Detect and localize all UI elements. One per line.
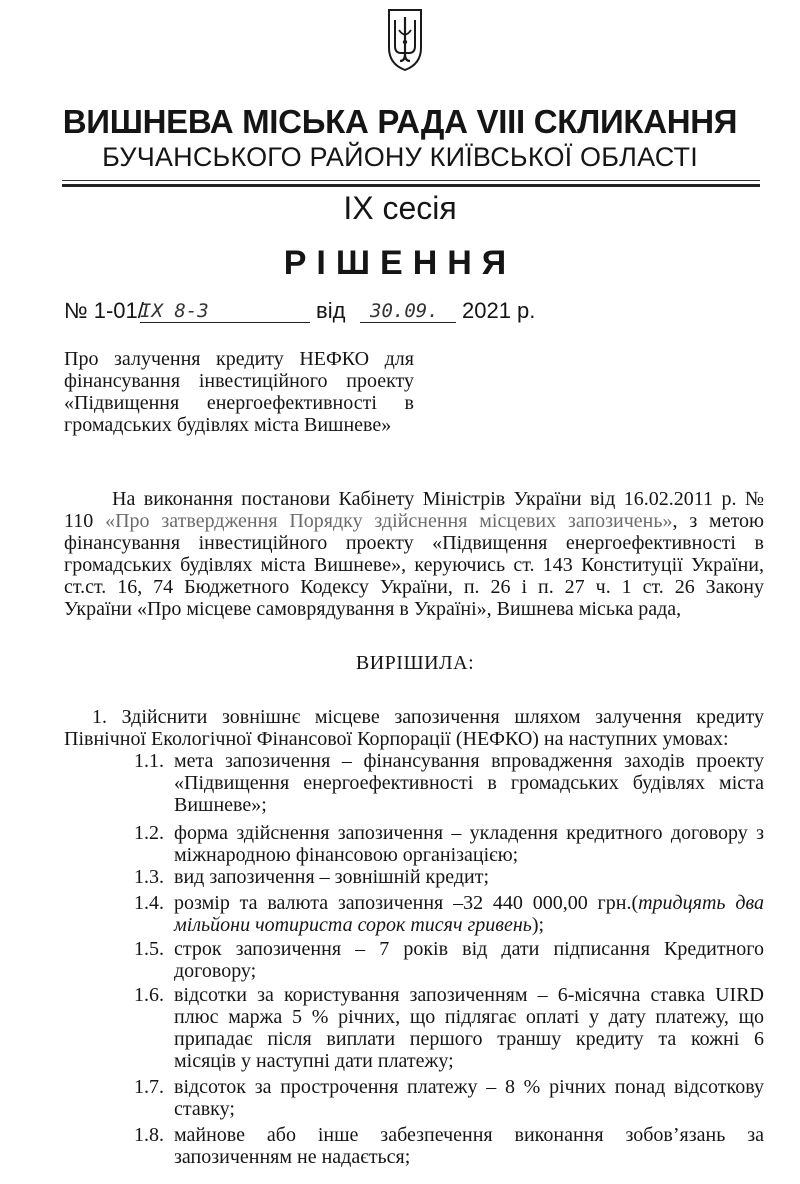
decision-title: РІШЕННЯ <box>283 244 517 282</box>
date-underline <box>360 322 456 323</box>
from-label: від <box>316 298 346 323</box>
subclause-1-8 <box>134 1124 764 1168</box>
subclause-line-end: ); <box>531 914 545 936</box>
subclause-line: відсотки за користування запозиченням – 6-місячна ставка UIRD <box>174 984 764 1006</box>
subclause-1-1 <box>134 750 764 816</box>
preamble-line: На виконання постанови Кабінету Міністрів України від 16.02.2011 р. № <box>112 488 764 510</box>
council-name: ВИШНЕВА МІСЬКА РАДА VIII СКЛИКАННЯ <box>62 103 738 140</box>
session-title: IX сесія <box>343 190 457 226</box>
preamble-line: фінансування інвестиційного проекту «Підвищення енергоефективності в <box>64 532 764 554</box>
subclause-line <box>174 892 764 914</box>
subclause-1-4 <box>134 892 764 936</box>
subclause-number: 1.1. <box>134 750 164 772</box>
subclause-number: 1.4. <box>134 892 164 914</box>
subclause-number: 1.7. <box>134 1076 164 1098</box>
subclause-line: строк запозичення – 7 років від дати підписання Кредитного <box>174 938 764 960</box>
header-divider-thin <box>62 180 760 181</box>
subclause-line: місяців у наступні дати платежу; <box>174 1050 454 1072</box>
preamble-line: громадських будівлях міста Вишневе», керуючись ст. 143 Конституції України, <box>64 554 764 576</box>
preamble-line: України «Про місцеве самоврядування в Україні», Вишнева міська рада, <box>64 598 682 620</box>
subclause-line: припадає після виплати першого траншу кредиту та кожні 6 <box>174 1028 764 1050</box>
subclause-line: форма здійснення запозичення – укладення кредитного договору з <box>174 822 764 844</box>
subclause-number: 1.8. <box>134 1124 164 1146</box>
clause-line: 1. Здійснити зовнішнє місцеве запозичення шляхом залучення кредиту <box>92 706 764 728</box>
handwritten-number: IX 8-3 <box>140 300 209 322</box>
subclause-line: майнове або інше забезпечення виконання зобов’язань за <box>174 1124 764 1146</box>
subclause-1-6 <box>134 984 764 1072</box>
subclause-line: мета запозичення – фінансування впровадження заходів проекту <box>174 750 764 772</box>
subject-line: фінансування інвестиційного проекту <box>64 370 414 392</box>
handwritten-date: 30.09. <box>370 300 439 322</box>
preamble-line <box>64 510 764 532</box>
subclause-line: відсоток за прострочення платежу – 8 % річних понад відсоткову <box>174 1076 764 1098</box>
subject-line: громадських будівлях міста Вишневе» <box>64 414 392 436</box>
clause-1 <box>64 706 764 750</box>
number-underline <box>140 322 310 323</box>
loan-amount-words: мільйони чотириста сорок тисяч гривень <box>174 914 532 936</box>
loan-amount-words: тридцять два <box>638 892 764 914</box>
subclause-number: 1.5. <box>134 938 164 960</box>
subclause-line: ставку; <box>174 1098 235 1120</box>
subclause-1-2 <box>134 822 764 866</box>
preamble-line: ст.ст. 16, 74 Бюджетного Кодексу України, п. 26 і п. 27 ч. 1 ст. 26 Закону <box>64 576 764 598</box>
subclause-number: 1.3. <box>134 866 164 888</box>
header-divider-thick <box>62 184 760 187</box>
subclause-line: договору; <box>174 960 257 982</box>
clause-line: Північної Екологічної Фінансової Корпорації (НЕФКО) на наступних умовах: <box>64 728 729 750</box>
subclause-line: «Підвищення енергоефективності в громадських будівлях міста <box>174 772 764 794</box>
resolution-number: 110 <box>64 510 94 532</box>
subclause-line: Вишневе»; <box>174 794 267 816</box>
subclause-1-3 <box>134 866 764 888</box>
subclause-number: 1.6. <box>134 984 164 1006</box>
preamble-line-end: , з метою <box>672 510 764 532</box>
district-name: БУЧАНСЬКОГО РАЙОНУ КИЇВСЬКОЇ ОБЛАСТІ <box>102 142 698 172</box>
subject-line: «Підвищення енергоефективності в <box>64 392 414 414</box>
resolved-heading: ВИРІШИЛА: <box>355 652 475 674</box>
cited-resolution-title: «Про затвердження Порядку здійснення місцевих запозичень» <box>105 510 673 532</box>
preamble-paragraph <box>64 488 764 620</box>
subclause-1-7 <box>134 1076 764 1120</box>
subclause-line <box>174 914 764 936</box>
coat-of-arms-trident-icon <box>386 8 424 72</box>
loan-amount-text: розмір та валюта запозичення –32 440 000,00 грн.( <box>174 892 639 914</box>
subclause-line: міжнародною фінансовою організацією; <box>174 844 519 866</box>
subject-line: Про залучення кредиту НЕФКО для <box>64 348 414 370</box>
subclause-line: вид запозичення – зовнішній кредит; <box>174 866 490 888</box>
year-label: 2021 р. <box>462 298 536 323</box>
number-prefix: № 1-01/ <box>64 298 144 323</box>
decision-subject <box>64 348 414 436</box>
subclause-number: 1.2. <box>134 822 164 844</box>
subclause-line: плюс маржа 5 % річних, що підлягає оплаті у дату платежу, що <box>174 1006 764 1028</box>
subclause-1-5 <box>134 938 764 982</box>
subclause-line: запозиченням не надається; <box>174 1146 411 1168</box>
